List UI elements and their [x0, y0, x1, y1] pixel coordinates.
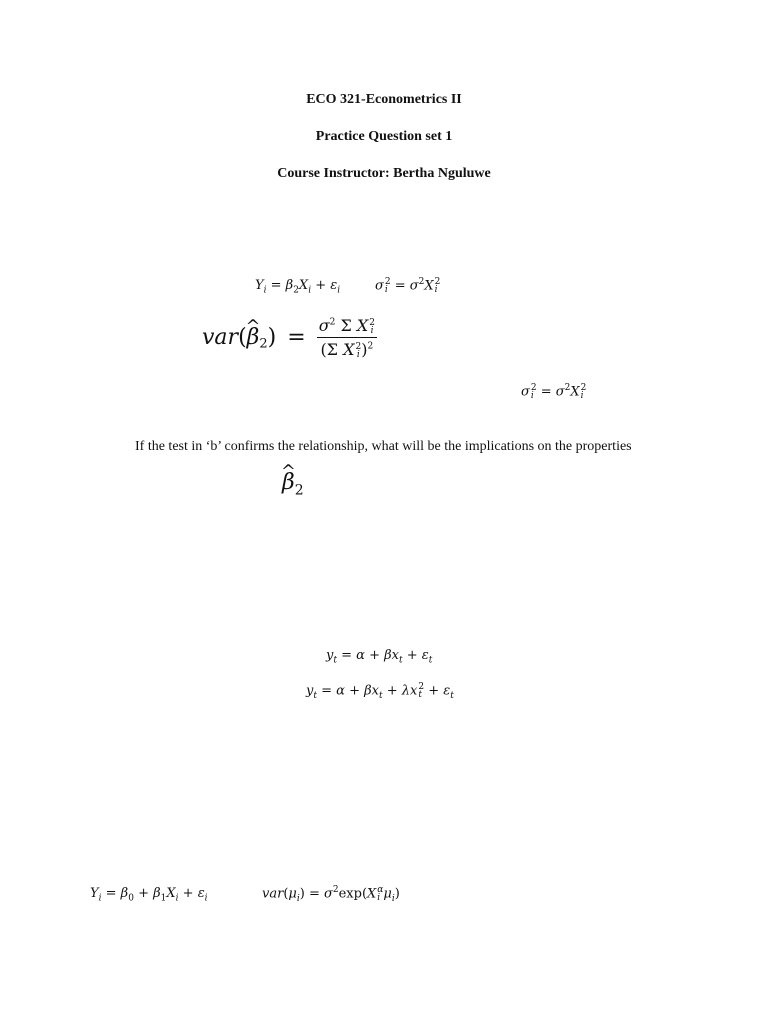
quadratic-model-equation: $y_t = \alpha + \beta x_t + \lambda x$ 2 t + $\varepsilon_t$ [306, 682, 454, 702]
variance-assumption-1: σ 2 i = $\sigma^2X$ 2 i [375, 276, 441, 295]
question-text: If the test in ‘b’ confirms the relationship, what will be the implications on the properties [135, 439, 632, 454]
question-set-title: Practice Question set 1 [315, 129, 453, 144]
variance-assumption-2: σ 2 i = $\sigma^2X$ 2 i [521, 382, 587, 401]
beta2-hat-symbol: ^ $\beta_2$ [282, 470, 304, 498]
linear-model-equation: $y_t = \alpha + \beta x_t + \varepsilon_t$ [326, 648, 433, 666]
variance-of-beta2-hat-formula: var(^ $\beta_2$) = $\sigma^2$ Σ X 2 i (Σ X 2 i )$^2$ [202, 316, 377, 359]
course-instructor: Course Instructor: Bertha Nguluwe [277, 166, 491, 181]
course-title: ECO 321-Econometrics II [306, 92, 462, 107]
model-equation-1: $Y_i = \beta_2X_i + \varepsilon_i$ [255, 278, 341, 296]
error-variance-exp-formula: $var(\mu_i) = \sigma^2\exp(X$ α i $\mu_i$) [262, 884, 400, 904]
regression-model-equation: $Y_i = \beta_0 + \beta_1X_i + \varepsilon_i$ [90, 886, 208, 904]
